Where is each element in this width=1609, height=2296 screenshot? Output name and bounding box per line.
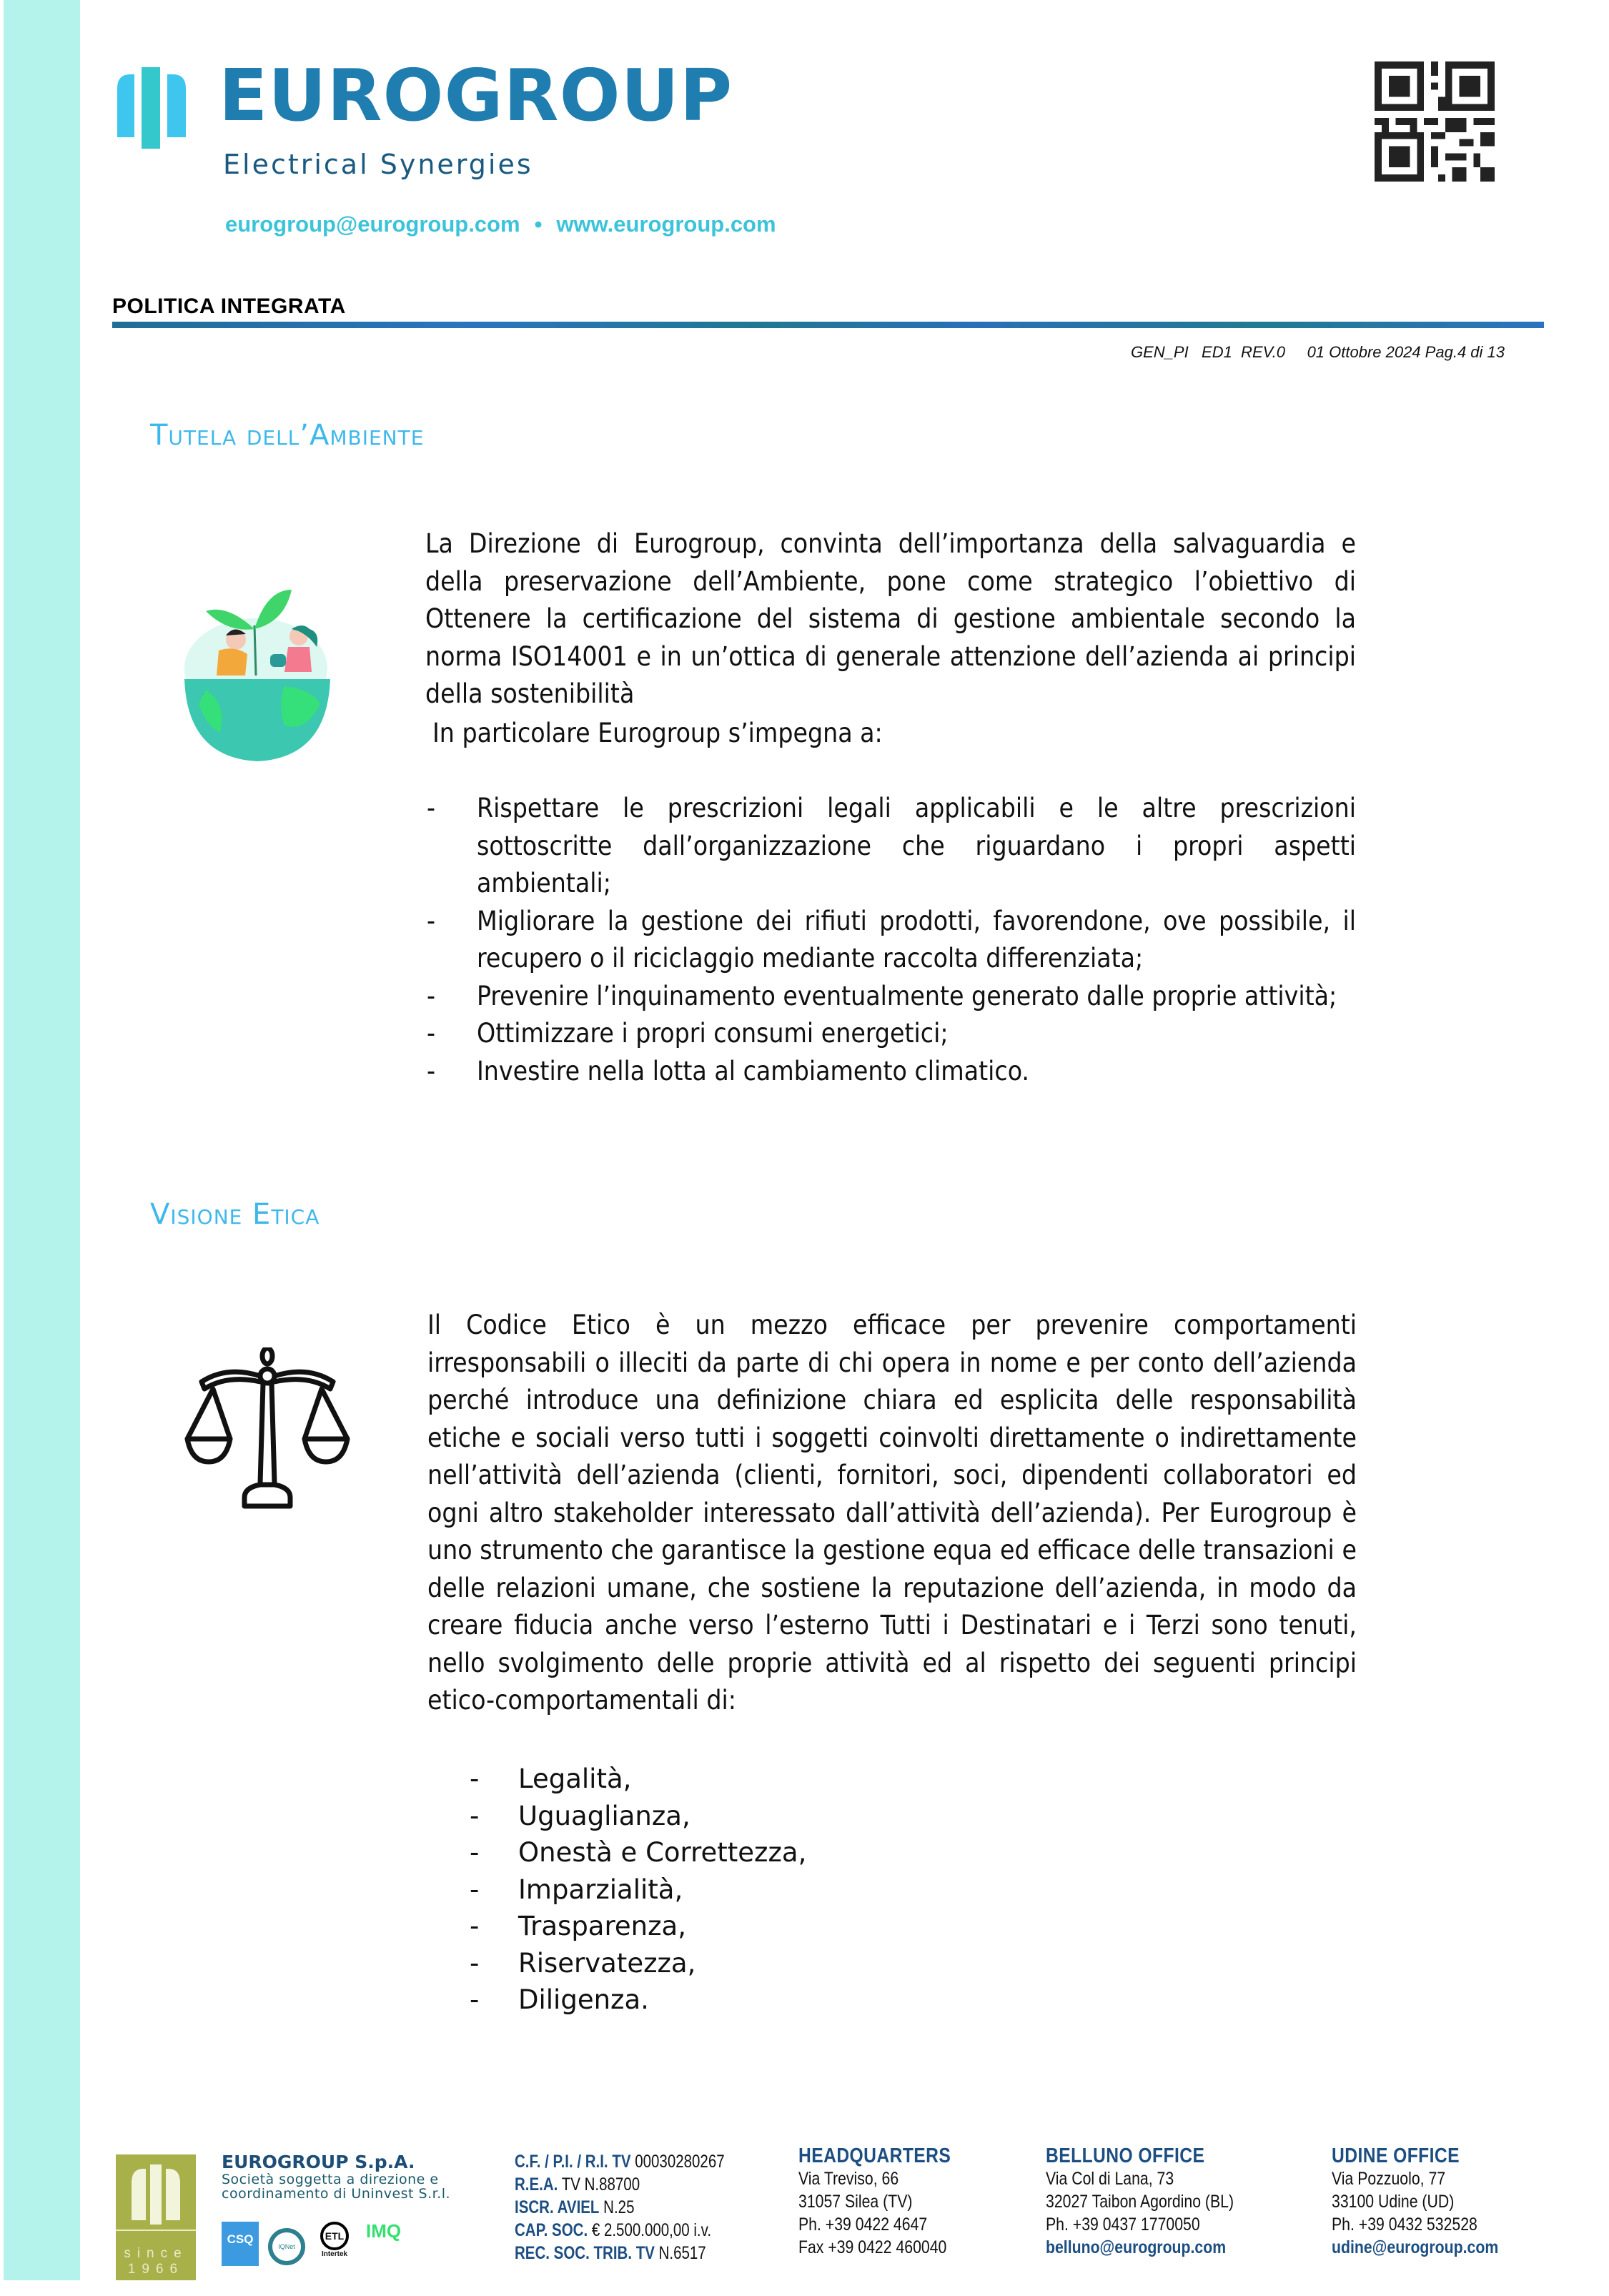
office-line: Via Col di Lana, 73 — [1046, 2169, 1174, 2189]
list-item-text: Rispettare le prescrizioni legali applicabili e le altre prescrizioni sottoscritte dall’organizzazione che riguardano i propri aspetti ambientali; — [477, 793, 1356, 899]
qr-code-icon[interactable] — [1374, 61, 1495, 182]
list-item-text: Uguaglianza, — [518, 1800, 690, 1831]
badge-since-text — [116, 2246, 196, 2277]
list-item — [470, 1945, 806, 1982]
section-heading-environment: Tutela dell’Ambiente — [150, 419, 425, 452]
office-line: Ph. +39 0437 1770050 — [1046, 2215, 1200, 2235]
bullet-dash: - — [470, 1911, 480, 1941]
document-title: POLITICA INTEGRATA — [112, 295, 346, 318]
header-contact — [225, 212, 776, 237]
bullet-dash: - — [470, 1837, 480, 1868]
ethical-principles-list — [470, 1761, 806, 2019]
etl-mark-icon: ETL — [320, 2222, 349, 2250]
header-website-link[interactable]: www.eurogroup.com — [556, 212, 776, 237]
since-1966-badge — [116, 2154, 196, 2280]
list-item-text: Legalità, — [518, 1763, 632, 1794]
bullet-dash: - — [427, 1018, 436, 1049]
bullet-dash: - — [470, 1763, 480, 1794]
badge-year: 1966 — [127, 2262, 184, 2277]
legal-row: R.E.A. TV N.88700 — [515, 2174, 640, 2194]
office-line: Fax +39 0422 460040 — [798, 2237, 947, 2257]
list-item — [470, 1798, 806, 1835]
environment-commitments-list — [425, 790, 1356, 1090]
office-line: Ph. +39 0432 532528 — [1332, 2215, 1477, 2235]
list-item-text: Trasparenza, — [518, 1911, 686, 1941]
bullet-dash: - — [427, 793, 436, 823]
intertek-label: Intertek — [321, 2250, 348, 2258]
eurogroup-logo-icon — [112, 66, 194, 150]
bullet-dash: - — [470, 1874, 480, 1905]
bullet-dash: - — [470, 1984, 480, 2015]
list-item — [425, 1015, 1356, 1053]
list-item — [425, 1053, 1356, 1091]
footer-headquarters — [798, 2144, 951, 2259]
legal-row: ISCR. AVIEL N.25 — [515, 2197, 635, 2217]
list-item — [470, 1871, 806, 1909]
list-item — [470, 1761, 806, 1798]
office-heading: UDINE OFFICE — [1332, 2144, 1460, 2167]
eurogroup-footer-logo-icon — [116, 2154, 196, 2233]
iqnet-certification-icon: IQNet — [268, 2228, 305, 2265]
header-divider — [112, 322, 1544, 328]
footer-belluno-office — [1046, 2144, 1234, 2259]
footer-udine-office — [1332, 2144, 1498, 2259]
list-item-text: Imparzialità, — [518, 1874, 683, 1905]
footer-company-sub-1: Società soggetta a direzione e — [222, 2172, 439, 2187]
list-item-text: Diligenza. — [518, 1984, 649, 2015]
section-heading-ethics: Visione Etica — [150, 1198, 320, 1231]
bullet-dash: - — [470, 1800, 480, 1831]
earth-plant-icon — [177, 561, 338, 765]
office-email-link[interactable]: belluno@eurogroup.com — [1046, 2237, 1227, 2257]
list-item-text: Onestà e Correttezza, — [518, 1837, 807, 1868]
list-item — [425, 790, 1356, 903]
footer-company-block — [222, 2152, 450, 2201]
legal-row: CAP. SOC. € 2.500.000,00 i.v. — [515, 2220, 712, 2240]
bullet-dash: - — [427, 905, 436, 936]
bullet-dash: - — [470, 1947, 480, 1979]
badge-since-label: since — [124, 2246, 188, 2261]
list-item — [425, 903, 1356, 978]
brand-name: EUROGROUP — [219, 54, 733, 137]
contact-separator: • — [534, 212, 543, 237]
list-item — [470, 1981, 806, 2019]
legal-row: REC. SOC. TRIB. TV N.6517 — [515, 2243, 706, 2263]
list-item-text: Migliorare la gestione dei rifiuti prodotti, favorendone, ove possibile, il recupero o il riciclaggio mediante raccolta differenziata; — [477, 905, 1356, 974]
list-item — [425, 978, 1356, 1016]
office-line: 33100 Udine (UD) — [1332, 2192, 1455, 2212]
office-line: 32027 Taibon Agordino (BL) — [1046, 2192, 1234, 2212]
list-item-text: Riservatezza, — [518, 1947, 696, 1979]
list-item-text: Ottimizzare i propri consumi energetici; — [477, 1018, 949, 1049]
footer-company-name: EUROGROUP S.p.A. — [222, 2152, 415, 2172]
office-line: Via Pozzuolo, 77 — [1332, 2169, 1446, 2189]
environment-intro: In particolare Eurogroup s’impegna a: — [432, 718, 883, 748]
office-line: Ph. +39 0422 4647 — [798, 2215, 928, 2235]
office-line: Via Treviso, 66 — [798, 2169, 899, 2189]
list-item-text: Investire nella lotta al cambiamento climatico. — [477, 1055, 1029, 1087]
bullet-dash: - — [427, 1055, 436, 1087]
etl-intertek-certification-icon — [317, 2222, 352, 2259]
office-email-link[interactable]: udine@eurogroup.com — [1332, 2237, 1499, 2257]
scales-of-justice-icon — [184, 1347, 350, 1513]
footer-company-sub-2: coordinamento di Uninvest S.r.l. — [222, 2186, 451, 2202]
office-heading: BELLUNO OFFICE — [1046, 2144, 1205, 2167]
header-email-link[interactable]: eurogroup@eurogroup.com — [225, 212, 520, 237]
document-code: GEN_PI ED1 REV.0 01 Ottobre 2024 Pag.4 di 13 — [1131, 343, 1505, 361]
csq-certification-icon: CSQ — [222, 2222, 259, 2266]
office-heading: HEADQUARTERS — [798, 2144, 951, 2167]
legal-row: C.F. / P.I. / R.I. TV 00030280267 — [515, 2152, 725, 2172]
footer-legal-info — [515, 2150, 725, 2265]
list-item-text: Prevenire l’inquinamento eventualmente generato dalle proprie attività; — [477, 980, 1337, 1011]
list-item — [470, 1908, 806, 1945]
environment-paragraph: La Direzione di Eurogroup, convinta dell’importanza della salvaguardia e della preservazione dell’Ambiente, pone come strategico l’obiettivo di Ottenere la certificazione del sistema di gestione ambientale secondo la norma ISO14001 e in un’ottica di generale attenzione dell’azienda ai principi della sostenibilità — [425, 528, 1356, 709]
brand-tagline: Electrical Synergies — [223, 149, 533, 180]
imq-certification-icon: IMQ — [366, 2220, 402, 2242]
list-item — [470, 1834, 806, 1871]
left-decorative-stripe — [4, 0, 80, 2280]
ethics-paragraph: Il Codice Etico è un mezzo efficace per prevenire comportamenti irresponsabili o illeciti da parte di chi opera in nome e per conto dell’azienda perché introduce una definizione chiara ed esplicita delle responsabilità etiche e sociali verso tutti i soggetti coinvolti direttamente o indirettamente nell’attività dell’azienda (clienti, fornitori, soci, dipendenti collaboratori ed ogni altro stakeholder interessato dall’attività dell’azienda). Per Eurogroup è uno strumento che garantisce la gestione equa ed efficace delle transazioni e delle relazioni umane, che sostiene la reputazione dell’azienda, in modo da creare fiducia anche verso l’esterno Tutti i Destinatari e i Terzi sono tenuti, nello svolgimento delle proprie attività ed al rispetto dei seguenti principi etico-comportamentali di: — [427, 1310, 1357, 1716]
office-line: 31057 Silea (TV) — [798, 2192, 913, 2212]
bullet-dash: - — [427, 980, 436, 1011]
